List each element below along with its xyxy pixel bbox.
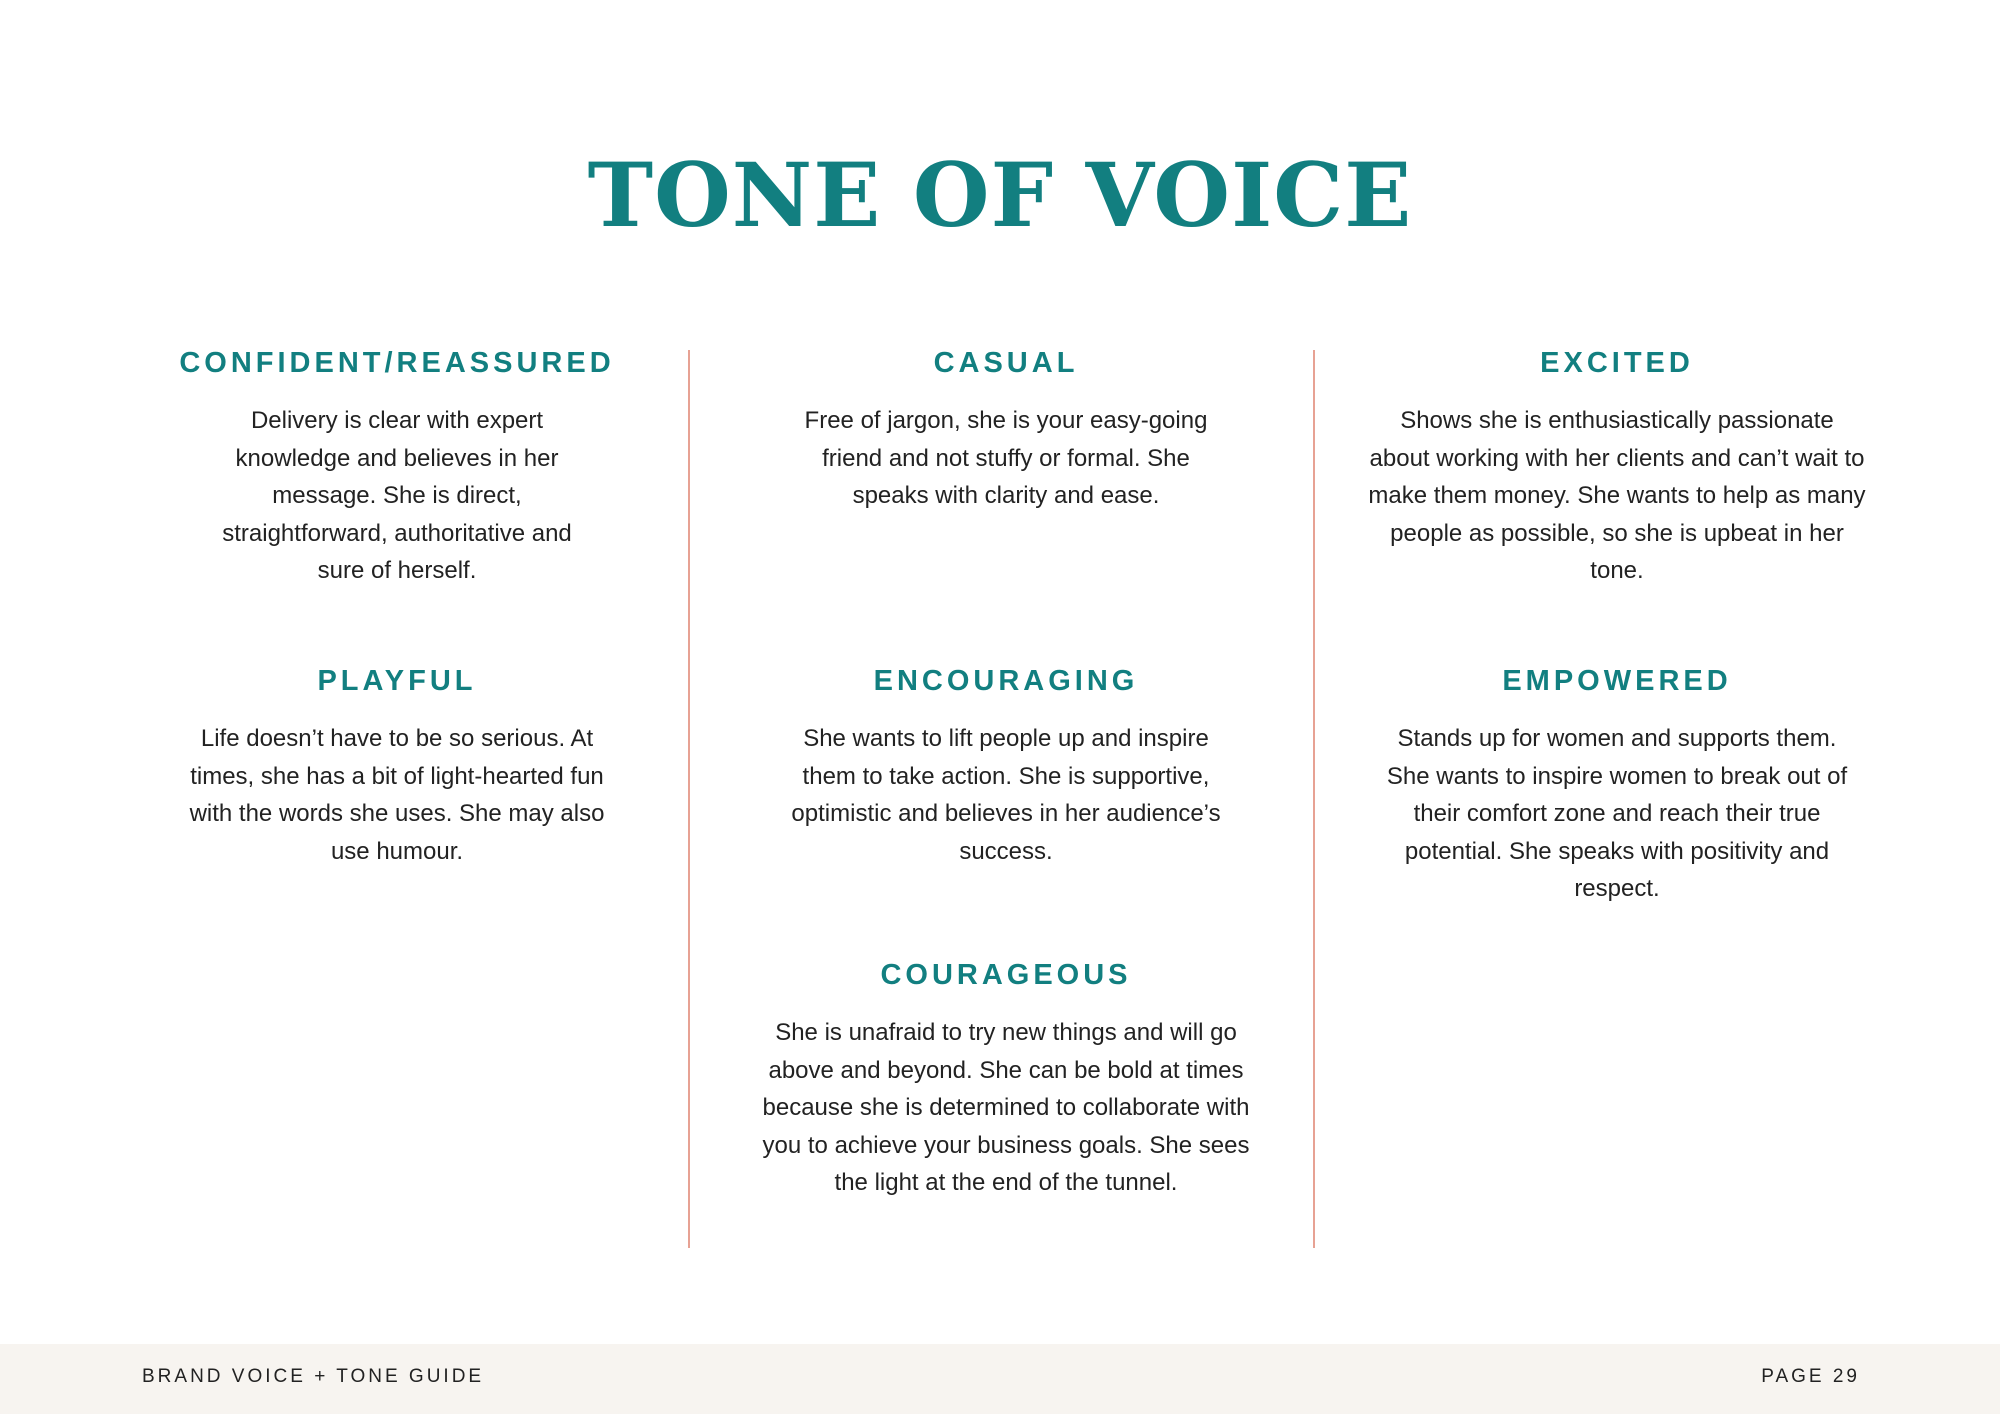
section-encouraging — [706, 658, 1306, 952]
section-heading: CONFIDENT/REASSURED — [179, 347, 615, 379]
section-body: Free of jargon, she is your easy-going friend and not stuffy or formal. She speaks with clarity and ease. — [804, 407, 1208, 509]
section-body: Shows she is enthusiastically passionate about working with her clients and can’t wait to make them money. She wants to help as many people as possible, so she is upbeat in her tone. — [1368, 407, 1866, 584]
section-confident-reassured — [97, 340, 697, 658]
section-casual — [706, 340, 1306, 658]
section-heading: ENCOURAGING — [873, 665, 1139, 697]
column-divider — [688, 350, 690, 1248]
section-body: She wants to lift people up and inspire them to take action. She is supportive, optimistic and believes in her audience’s success. — [791, 725, 1221, 865]
section-courageous — [706, 952, 1306, 1202]
column-right — [1317, 340, 1917, 952]
section-heading: CASUAL — [933, 347, 1079, 379]
section-excited — [1317, 340, 1917, 658]
section-playful — [97, 658, 697, 952]
footer-bar — [0, 1344, 2000, 1414]
section-body: Delivery is clear with expert knowledge and believes in her message. She is direct, straightforward, authoritative and sure of herself. — [222, 407, 572, 584]
footer-doc-title: BRAND VOICE + TONE GUIDE — [142, 1366, 485, 1387]
column-middle — [706, 340, 1306, 1202]
section-empowered — [1317, 658, 1917, 952]
section-heading: PLAYFUL — [317, 665, 477, 697]
section-heading: COURAGEOUS — [880, 959, 1132, 991]
section-body: Stands up for women and supports them. She wants to inspire women to break out of their comfort zone and reach their true potential. She speaks with positivity and respect. — [1386, 725, 1848, 902]
section-body: She is unafraid to try new things and will go above and beyond. She can be bold at times because she is determined to collaborate with you to achieve your business goals. She sees the light at the end of the tunnel. — [762, 1019, 1250, 1196]
column-left — [97, 340, 697, 952]
column-divider — [1313, 350, 1315, 1248]
section-body: Life doesn’t have to be so serious. At times, she has a bit of light-hearted fun with the words she uses. She may also use humour. — [189, 725, 605, 865]
section-heading: EMPOWERED — [1502, 665, 1732, 697]
page-title: TONE OF VOICE — [587, 143, 1413, 247]
page-number: PAGE 29 — [1761, 1366, 1860, 1387]
section-heading: EXCITED — [1540, 347, 1694, 379]
